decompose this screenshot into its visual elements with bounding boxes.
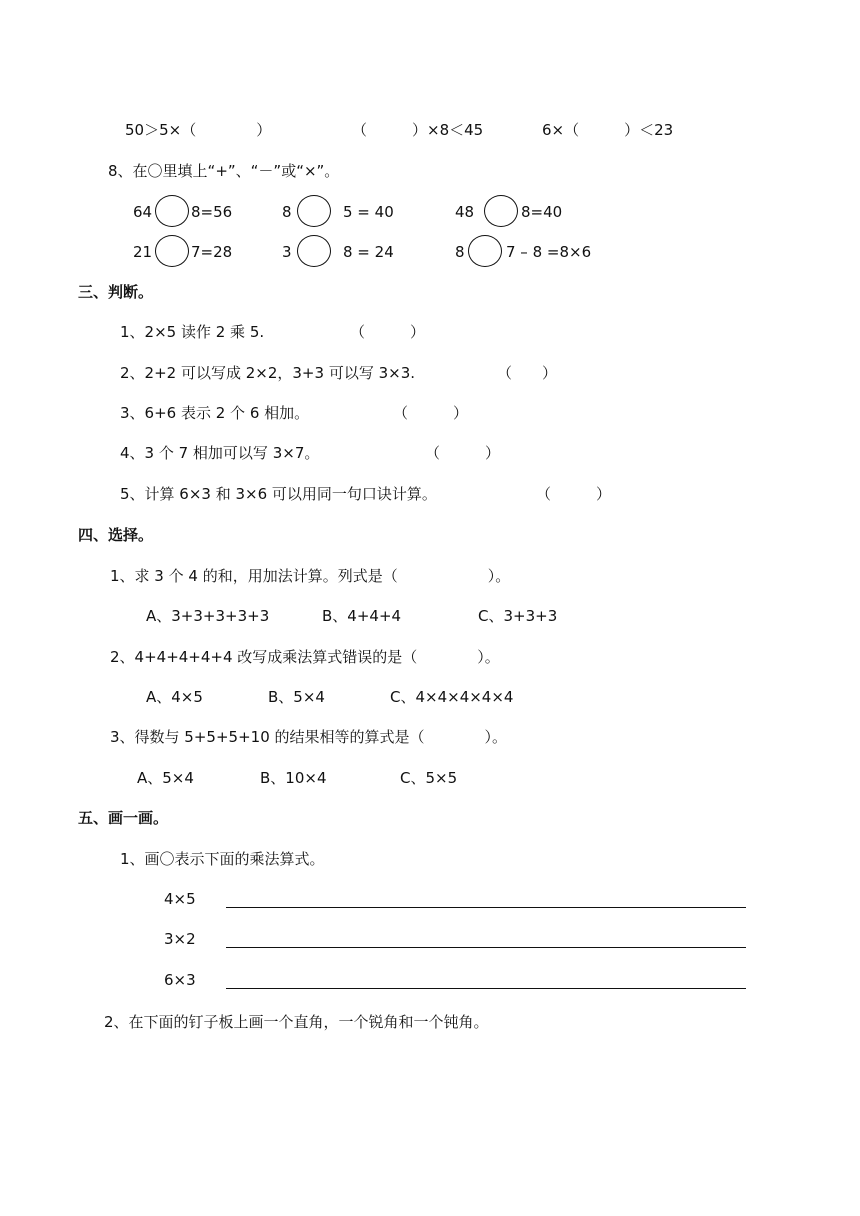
compare-item-b: （ ）×8＜45: [352, 121, 484, 139]
compare-item-c: 6×（ ）＜23: [542, 121, 674, 139]
draw-expr-3: 6×3: [164, 971, 196, 989]
section-heading-draw: 五、画一画。: [78, 809, 169, 827]
q8-title: 8、在〇里填上“+”、“－”或“×”。: [108, 162, 340, 180]
choose-q2-option-a[interactable]: A、4×5: [146, 688, 203, 706]
choose-q2-option-c[interactable]: C、4×4×4×4×4: [390, 688, 514, 706]
choose-q3-option-b[interactable]: B、10×4: [260, 769, 327, 787]
judge-item-4: 4、3 个 7 相加可以写 3×7。: [120, 444, 320, 462]
compare-item-a: 50＞5×（ ）: [125, 121, 272, 139]
q8-r2c2-right: 8 = 24: [343, 243, 394, 261]
choose-q1: 1、求 3 个 4 的和，用加法计算。列式是（ ）。: [110, 567, 511, 585]
q8-r1c3-left: 48: [455, 203, 475, 221]
choose-q3: 3、得数与 5+5+5+10 的结果相等的算式是（ ）。: [110, 728, 508, 746]
choose-q1-option-c[interactable]: C、3+3+3: [478, 607, 558, 625]
answer-line[interactable]: [226, 947, 746, 948]
operator-circle[interactable]: [297, 235, 331, 267]
q8-r2c3-right: 7 – 8 =8×6: [506, 243, 592, 261]
choose-q1-option-b[interactable]: B、4+4+4: [322, 607, 402, 625]
q8-r1c1-left: 64: [133, 203, 153, 221]
judge-item-2: 2、2+2 可以写成 2×2，3+3 可以写 3×3.: [120, 364, 416, 382]
draw-expr-2: 3×2: [164, 930, 196, 948]
operator-circle[interactable]: [468, 235, 502, 267]
choose-q3-option-c[interactable]: C、5×5: [400, 769, 458, 787]
q8-r2c1-left: 21: [133, 243, 153, 261]
operator-circle[interactable]: [297, 195, 331, 227]
q8-r2c2-left: 3: [282, 243, 292, 261]
draw-q2: 2、在下面的钉子板上画一个直角，一个锐角和一个钝角。: [104, 1013, 489, 1031]
judge-item-5: 5、计算 6×3 和 3×6 可以用同一句口诀计算。: [120, 485, 437, 503]
judge-answer-paren[interactable]: （ ）: [497, 364, 558, 382]
judge-item-1: 1、2×5 读作 2 乘 5.: [120, 323, 265, 341]
judge-item-3: 3、6+6 表示 2 个 6 相加。: [120, 404, 310, 422]
operator-circle[interactable]: [155, 195, 189, 227]
choose-q2: 2、4+4+4+4+4 改写成乘法算式错误的是（ ）。: [110, 648, 500, 666]
choose-q1-option-a[interactable]: A、3+3+3+3+3: [146, 607, 270, 625]
judge-answer-paren[interactable]: （ ）: [350, 323, 426, 341]
operator-circle[interactable]: [484, 195, 518, 227]
section-heading-choose: 四、选择。: [78, 526, 154, 544]
answer-line[interactable]: [226, 988, 746, 989]
q8-r1c3-right: 8=40: [521, 203, 563, 221]
answer-line[interactable]: [226, 907, 746, 908]
draw-expr-1: 4×5: [164, 890, 196, 908]
judge-answer-paren[interactable]: （ ）: [536, 485, 612, 503]
q8-r2c1-right: 7=28: [191, 243, 233, 261]
operator-circle[interactable]: [155, 235, 189, 267]
section-heading-judge: 三、判断。: [78, 283, 154, 301]
q8-r1c2-left: 8: [282, 203, 292, 221]
q8-r2c3-left: 8: [455, 243, 465, 261]
q8-r1c2-right: 5 = 40: [343, 203, 394, 221]
judge-answer-paren[interactable]: （ ）: [425, 444, 501, 462]
q8-r1c1-right: 8=56: [191, 203, 233, 221]
choose-q3-option-a[interactable]: A、5×4: [137, 769, 194, 787]
choose-q2-option-b[interactable]: B、5×4: [268, 688, 325, 706]
judge-answer-paren[interactable]: （ ）: [393, 404, 469, 422]
draw-q1: 1、画〇表示下面的乘法算式。: [120, 850, 325, 868]
